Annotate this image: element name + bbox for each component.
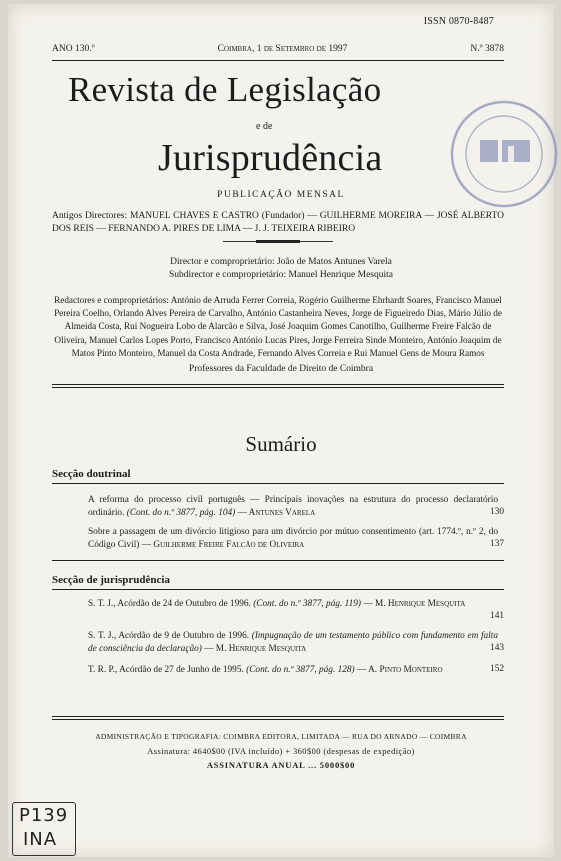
entry-author: — Antunes Varela: [237, 508, 316, 518]
section-doutrinal-rule: [52, 483, 504, 484]
issue-number: N.º 3878: [470, 44, 504, 54]
director: Director e comproprietário: João de Matos Antunes Varela: [170, 257, 392, 267]
entry-author: — A. Pinto Monteiro: [356, 665, 443, 675]
annual-subscription: ASSINATURA ANUAL ... 5000$00: [206, 760, 356, 770]
entry-author: — M. Henrique Mesquita: [363, 599, 466, 609]
entry-reference: (Impugnação de um testamento público com fundamento em falta de consciência da declaração): [88, 631, 498, 654]
library-stamp: [446, 96, 561, 212]
subscription-price: Assinatura: 4640$00 (IVA incluído) + 360$00 (despesas de expedição): [147, 746, 415, 756]
issn: ISSN 0870-8487: [423, 16, 494, 27]
toc-entry: [88, 664, 498, 677]
entry-page: 141: [490, 611, 504, 621]
entry-page: 130: [490, 507, 504, 517]
header-rule: [52, 60, 504, 61]
toc-entry: [88, 598, 498, 611]
publisher-line: ADMINISTRAÇÃO E TIPOGRAFIA: COIMBRA EDITORA, LIMITADA — RUA DO ARNADO — COIMBRA: [95, 732, 467, 741]
entry-author: — Guilherme Freire Falcão de Oliveira: [141, 540, 305, 550]
toc-entry: [88, 526, 498, 552]
former-directors: Antigos Directores: MANUEL CHAVES E CASTRO (Fundador) — GUILHERME MOREIRA — JOSÉ ALBERTO DOS REIS — FERNANDO A. PIRES DE LIMA — J. J. TEIXEIRA RIBEIRO: [52, 211, 504, 234]
shelfmark-line1: P139: [19, 805, 69, 826]
section-jurisprudencia-rule: [52, 589, 504, 590]
summary-heading: Sumário: [245, 432, 317, 456]
journal-title-connector: e de: [256, 121, 273, 132]
footer-rule-1: [52, 716, 504, 717]
director-block: [8, 256, 554, 282]
entry-title: A reforma do processo civil português — Principais inovações na estrutura do processo declaratório ordinário.: [88, 495, 498, 518]
entry-reference: (Cont. do n.º 3877, pág. 119): [253, 599, 362, 609]
journal-title-line2: Jurisprudência: [158, 137, 383, 179]
toc-entry: [88, 494, 498, 520]
entry-reference: (Cont. do n.º 3877, pág. 104): [126, 508, 236, 518]
section-rule-top-1: [52, 384, 504, 385]
section-doutrinal-title: Secção doutrinal: [52, 468, 131, 480]
ornament-bar: [256, 240, 300, 243]
footer-rule-2: [52, 719, 504, 720]
journal-title-line1: Revista de Legislação: [68, 70, 382, 109]
editors-list: Redactores e comproprietários: António de Arruda Ferrer Correia, Rogério Guilherme Ehrhardt Soares, Francisco Manuel Pereira Coelho, Orlando Alves Pereira de Carvalho, António Castanheira Neves, Jorge de Figueiredo Dias, Mário Júlio de Almeida Costa, Rui Nogueira Lobo de Alarcão e Silva, José Joaquim Gomes Canotilho, Guilherme Freire Falcão de Oliveira, Manuel Carlos Lopes Porto, Francisco António Lucas Pires, Jorge Ferreira Sinde Monteiro, António Joaquim de Matos Pinto Monteiro, Manuel da Costa Andrade, Fernando Alves Correia e Rui Manuel Gens de Moura Ramos: [54, 295, 502, 358]
entry-title: Sobre a passagem de um divórcio litigioso para um divórcio por mútuo consentimento (art. 1774.º, n.º 2, do Código Civil): [88, 527, 498, 550]
publication-frequency: PUBLICAÇÃO MENSAL: [217, 190, 345, 200]
entry-title: S. T. J., Acórdão de 9 de Outubro de 1996.: [88, 631, 250, 641]
entry-page: 137: [490, 539, 504, 549]
section-separator: [52, 560, 504, 561]
faculty-note: Professores da Faculdade de Direito de Coimbra: [188, 364, 374, 374]
entry-title: S. T. J., Acórdão de 24 de Outubro de 1996.: [88, 599, 251, 609]
issue-header: [52, 44, 504, 54]
volume-year: ANO 130.º: [52, 44, 95, 54]
section-rule-top-2: [52, 387, 504, 388]
toc-entry: [88, 630, 498, 656]
entry-reference: (Cont. do n.º 3877, pág. 128): [246, 665, 355, 675]
subdirector: Subdirector e comproprietário: Manuel Henrique Mesquita: [169, 270, 393, 280]
entry-page: 143: [490, 643, 504, 653]
entry-author: — M. Henrique Mesquita: [204, 644, 307, 654]
handwritten-shelfmark: [12, 802, 76, 856]
journal-cover-page: [8, 4, 554, 857]
shelfmark-line2: INA: [23, 829, 58, 850]
place-date: Coimbra, 1 de Setembro de 1997: [217, 44, 348, 54]
section-jurisprudencia-title: Secção de jurisprudência: [52, 574, 170, 586]
entry-title: T. R. P., Acórdão de 27 de Junho de 1995.: [88, 665, 244, 675]
entry-page: 152: [490, 664, 504, 674]
